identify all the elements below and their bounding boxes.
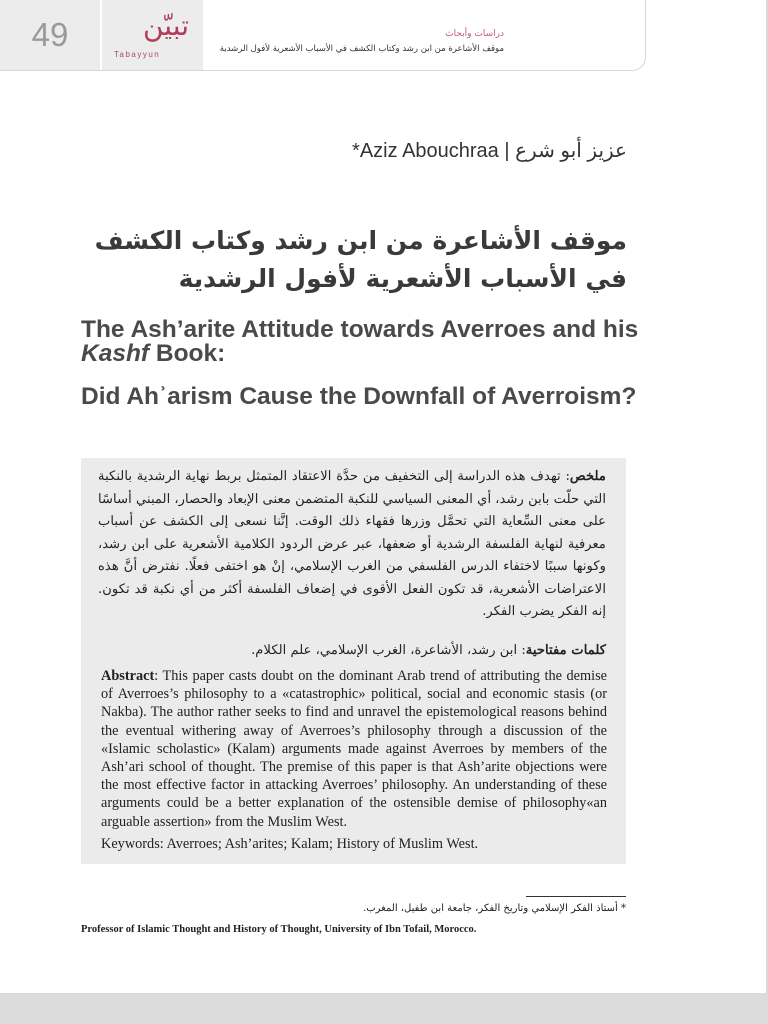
english-title-part1: The Ash’arite Attitude towards Averroes and his (81, 316, 639, 343)
english-keywords: Keywords: Averroes; Ash’arites; Kalam; History of Muslim West. (101, 836, 479, 852)
arabic-keywords-text: : ابن رشد، الأشاعرة، الغرب الإسلامي، علم الكلام. (251, 643, 526, 658)
footnote-divider (526, 896, 626, 897)
abstract-box (81, 458, 626, 864)
running-title: موقف الأشاعرة من ابن رشد وكتاب الكشف في الأسباب الأشعرية لأفول الرشدية (219, 44, 504, 54)
page-number-cell (0, 0, 100, 70)
arabic-abstract (98, 466, 606, 624)
logo-arabic-wordmark: تبيّن (142, 9, 189, 42)
page-number: 49 (31, 16, 69, 53)
arabic-abstract-text: : تهدف هذه الدراسة إلى التخفيف من حدَّة الاعتقاد المتمثل بربط نهاية الرشدية بالنكبة التي حلّت بابن رشد، أي المعنى السياسي للنكبة المتضمن معنى الإبعاد والحصار، المبني أساسًا على معنى السِّعاية التي تحمَّل وزرها فقهاء ذلك الوقت. إنَّنا نسعى إلى الكشف عن أسباب معرفية لنهاية الفلسفة الرشدية أو ضعفها، عبر عرض الردود الكلامية الأشعرية على ابن رشد، وكونها سببًا لاختفاء الدرس الفلسفي من الغرب الإسلامي، إنْ هو اختفى فعلًا. نفترض أنَّ هذه الاعتراضات الأشعرية، قد تكون الفعل الأقوى في إضعاف الفلسفة أكثر من أي نكبة قد تكون. إنه الفكر يضرب الفكر. (97, 469, 606, 619)
english-abstract-label: Abstract (101, 668, 155, 684)
english-subtitle: Did Ahʾarism Cause the Downfall of Averroism? (81, 383, 637, 410)
footnote-english: Professor of Islamic Thought and History of Thought, University of Ibn Tofail, Morocco. (81, 924, 477, 935)
arabic-keywords-label: كلمات مفتاحية (525, 643, 606, 658)
english-title (81, 318, 641, 366)
page-header (0, 0, 646, 71)
english-title-italic: Kashf (81, 340, 150, 367)
english-abstract (101, 667, 607, 831)
footer-band (0, 993, 768, 1024)
arabic-title: موقف الأشاعرة من ابن رشد وكتاب الكشف في الأسباب الأشعرية لأفول الرشدية (94, 226, 627, 293)
logo-latin-wordmark: Tabayyun (114, 50, 161, 59)
arabic-abstract-label: ملخص (569, 469, 606, 484)
footnote-arabic: * أستاذ الفكر الإسلامي وتاريخ الفكر، جامعة ابن طفيل، المغرب. (363, 903, 626, 914)
author-line: عزيز أبو شرع | Aziz Abouchraa* (352, 140, 627, 162)
journal-logo (101, 0, 203, 70)
english-title-part2: Book: (149, 340, 226, 367)
section-label: دراسات وأبحاث (445, 29, 504, 39)
arabic-keywords (98, 641, 606, 661)
english-abstract-text: : This paper casts doubt on the dominant Arab trend of attributing the demise of Averroes’s philosophy to a «catastrophic» political, social and economic stasis (or Nakba). The author rather seeks to find and unravel the epistemological reasons behind the eventual withering away of Averroes’s philosophy through a discussion of the «Islamic scholastic» (Kalam) arguments made against Averroes by members of the Ash’ari school of thought. The premise of this paper is that Ash’arite objections were the most effective factor in attacking Averroes’ philosophy. An understanding of these arguments could be a better explanation of the ostensible demise of philosophy«an arguable assertion» from the Muslim West. (101, 668, 607, 830)
